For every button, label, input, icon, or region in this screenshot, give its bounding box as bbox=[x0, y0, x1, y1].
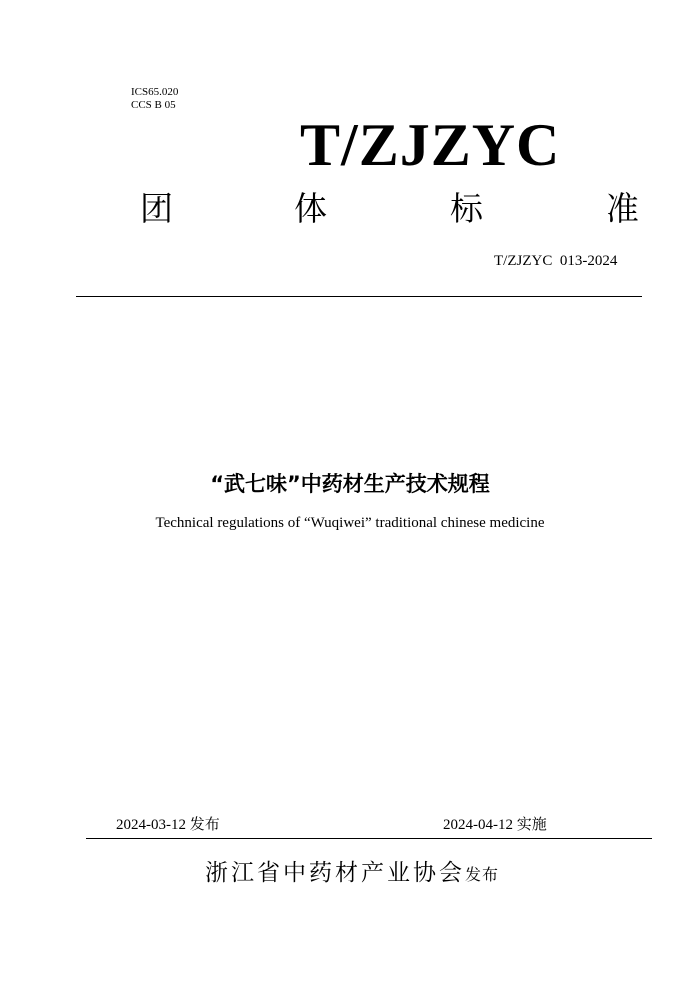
ccs-code: CCS B 05 bbox=[131, 99, 176, 111]
effective-date: 2024-04-12 实施 bbox=[443, 817, 547, 833]
standard-brand-logo: T/ZJZYC bbox=[300, 112, 561, 178]
top-divider bbox=[76, 296, 642, 297]
issue-date: 2024-03-12 发布 bbox=[116, 817, 220, 833]
publisher-name: 浙江省中药材产业协会 bbox=[205, 860, 465, 886]
standard-type-char-2: 体 bbox=[294, 189, 327, 228]
ics-code: ICS65.020 bbox=[131, 86, 179, 98]
document-number: T/ZJZYC 013-2024 bbox=[494, 253, 618, 269]
standard-type-char-4: 准 bbox=[606, 189, 639, 228]
document-title-english: Technical regulations of “Wuqiwei” traditional chinese medicine bbox=[155, 515, 545, 531]
standard-type-char-1: 团 bbox=[140, 189, 173, 228]
bottom-divider bbox=[86, 838, 652, 839]
standard-type-char-3: 标 bbox=[450, 189, 483, 228]
publisher bbox=[205, 858, 499, 890]
document-title-chinese: “武七味”中药材生产技术规程 bbox=[210, 472, 490, 496]
publisher-suffix: 发布 bbox=[465, 865, 500, 884]
